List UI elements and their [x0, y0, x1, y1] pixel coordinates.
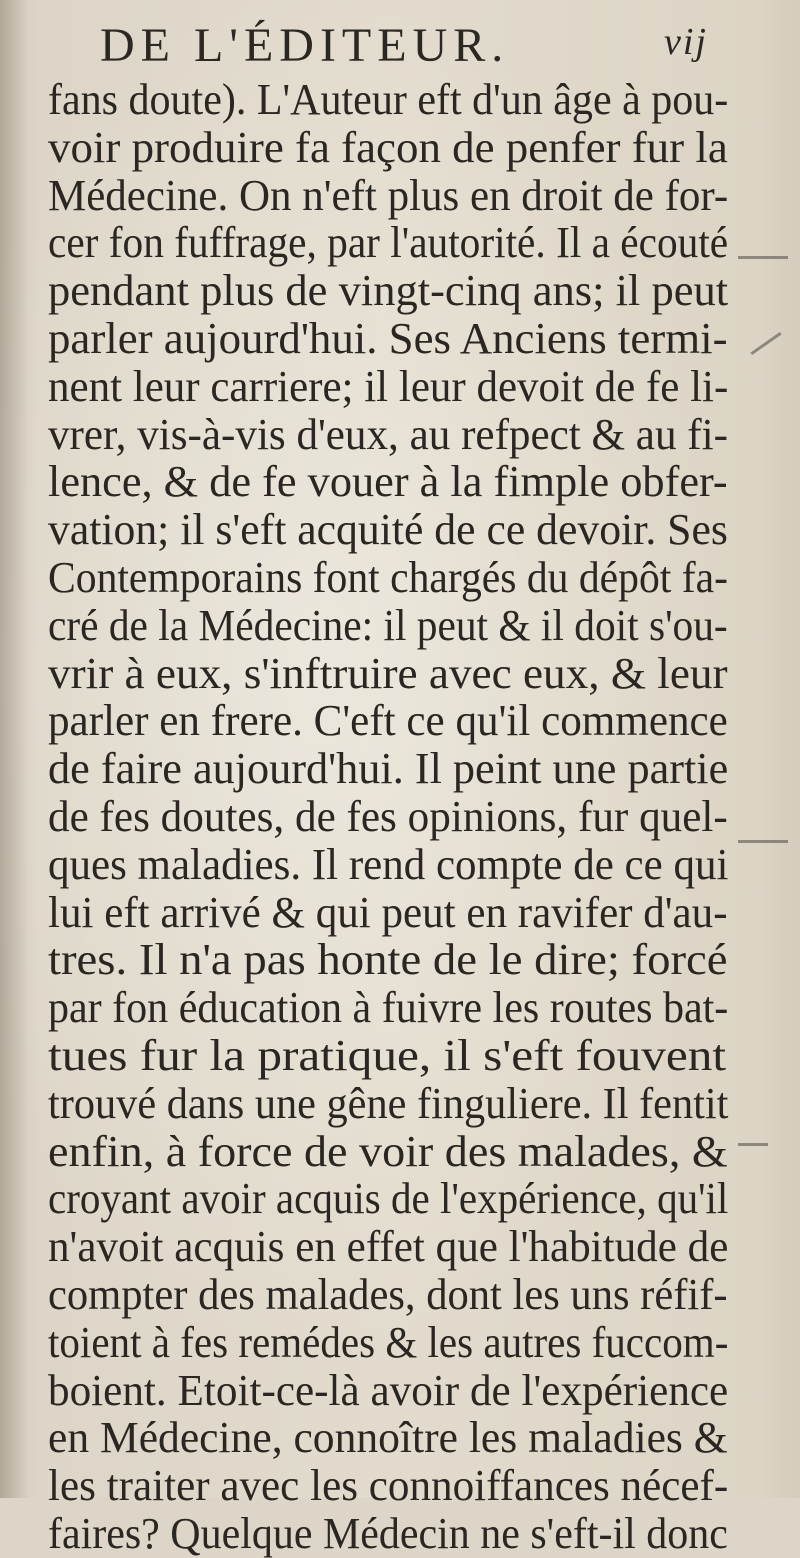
page-header	[0, 18, 800, 78]
text-line: parler aujourd'hui. Ses Anciens termi-	[48, 313, 728, 363]
text-line: n'avoit acquis en effet que l'habitude de	[48, 1222, 729, 1272]
body-text	[48, 76, 728, 1558]
text-line: pendant plus de vingt-cinq ans; il peut	[48, 266, 729, 316]
text-line: tres. Il n'a pas honte de le dire; forcé	[48, 935, 728, 985]
text-line: par fon éducation à fuivre les routes bat-	[48, 983, 729, 1033]
margin-mark	[738, 256, 788, 259]
text-line: boient. Etoit-ce-là avoir de l'expérience	[48, 1365, 729, 1415]
margin-marks	[738, 0, 800, 1498]
text-line: compter des malades, dont les uns réfif-	[48, 1269, 728, 1319]
page-number: vij	[664, 21, 708, 63]
text-line: Contemporains font chargés du dépôt fa-	[48, 552, 728, 602]
text-line: vrir à eux, s'inftruire avec eux, & leur	[48, 648, 728, 698]
text-line: fans doute). L'Auteur eft d'un âge à pou-	[48, 75, 729, 124]
text-line: parler en frere. C'eft ce qu'il commence	[48, 696, 728, 746]
page-edge-shadow	[0, 0, 28, 1498]
text-line: lui eft arrivé & qui peut en ravifer d'au-	[48, 887, 728, 937]
text-line: croyant avoir acquis de l'expérience, qu'il	[48, 1174, 729, 1224]
text-line: vation; il s'eft acquité de ce devoir. Ses	[48, 505, 728, 555]
text-line: les traiter avec les connoiffances nécef-	[48, 1461, 729, 1511]
text-line: voir produire fa façon de penfer fur la	[48, 122, 728, 172]
text-line: lence, & de fe vouer à la fimple obfer-	[48, 457, 728, 507]
text-line: de fes doutes, de fes opinions, fur quel-	[48, 791, 728, 841]
text-line: Médecine. On n'eft plus en droit de for-	[48, 170, 729, 220]
running-head: DE L'ÉDITEUR.	[100, 19, 510, 72]
text-line: vrer, vis-à-vis d'eux, au refpect & au fi-	[48, 409, 728, 459]
text-line: tues fur la pratique, il s'eft fouvent	[48, 1030, 727, 1080]
text-line: de faire aujourd'hui. Il peint une partie	[48, 744, 729, 794]
text-line: trouvé dans une gêne finguliere. Il fentit	[48, 1078, 729, 1128]
text-line: en Médecine, connoître les maladies &	[48, 1413, 728, 1463]
margin-mark	[738, 840, 788, 843]
text-line: cer fon fuffrage, par l'autorité. Il a écouté	[48, 218, 729, 268]
margin-mark	[750, 332, 781, 355]
text-line: cré de la Médecine: il peut & il doit s'ou-	[48, 600, 728, 650]
text-line: enfin, à force de voir des malades, &	[48, 1126, 728, 1176]
text-line: ques maladies. Il rend compte de ce qui	[48, 839, 729, 889]
text-line: toient à fes remédes & les autres fuccom-	[48, 1317, 729, 1367]
text-line: faires? Quelque Médecin ne s'eft-il donc	[48, 1508, 728, 1558]
margin-mark	[738, 1143, 768, 1146]
text-line: nent leur carriere; il leur devoit de fe li-	[48, 361, 729, 411]
